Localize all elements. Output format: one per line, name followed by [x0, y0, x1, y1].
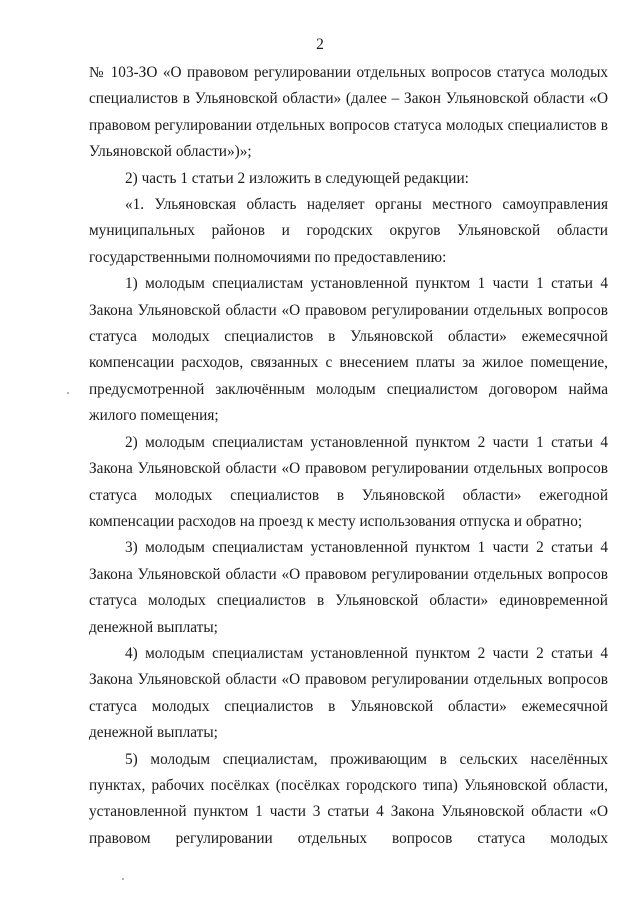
- document-body: [89, 60, 608, 852]
- paragraph-subitem-4: 4) молодым специалистам установленной пунктом 2 части 2 статьи 4 Закона Ульяновской области «О правовом регулировании отдельных вопросов статуса молодых специалистов в Ульяновской области» ежемесячной денежной выплаты;: [89, 644, 608, 742]
- scan-speck: [122, 878, 124, 880]
- paragraph-continuation: № 103-ЗО «О правовом регулировании отдельных вопросов статуса молодых специалистов в Ульяновской области» (далее – Закон Ульяновской области «О правовом регулировании отдельных вопросов статуса молодых специалистов в Ульяновской области»)»;: [89, 64, 608, 161]
- paragraph-subitem-3: 3) молодым специалистам установленной пунктом 1 части 2 статьи 4 Закона Ульяновской области «О правовом регулировании отдельных вопросов статуса молодых специалистов в Ульяновской области» единовременной денежной выплаты;: [89, 539, 608, 636]
- page-number: 2: [316, 36, 324, 53]
- paragraph-part-1: «1. Ульяновская область наделяет органы местного самоуправления муниципальных районов и городских округов Ульяновской области государственными полномочиями по предоставлению:: [89, 196, 608, 266]
- paragraph-subitem-1: 1) молодым специалистам установленной пунктом 1 части 1 статьи 4 Закона Ульяновской области «О правовом регулировании отдельных вопросов статуса молодых специалистов в Ульяновской области» ежемесячной компенсации расходов, связанных с внесением платы за жилое помещение, предусмотренной заключённым молодым специалистом договором найма жилого помещения;: [89, 275, 608, 425]
- paragraph-subitem-5: 5) молодым специалистам, проживающим в сельских населённых пунктах, рабочих посёлках (посёлках городского типа) Ульяновской области, установленной пунктом 1 части 3 статьи 4 Закона Ульяновской области «О правовом регулировании отдельных вопросов статуса молодых: [89, 750, 608, 847]
- scan-speck: [67, 392, 69, 394]
- paragraph-subitem-2: 2) молодым специалистам установленной пунктом 2 части 1 статьи 4 Закона Ульяновской области «О правовом регулировании отдельных вопросов статуса молодых специалистов в Ульяновской области» ежегодной компенсации расходов на проезд к месту использования отпуска и обратно;: [89, 433, 608, 530]
- paragraph-item-2: 2) часть 1 статьи 2 изложить в следующей редакции:: [125, 169, 469, 187]
